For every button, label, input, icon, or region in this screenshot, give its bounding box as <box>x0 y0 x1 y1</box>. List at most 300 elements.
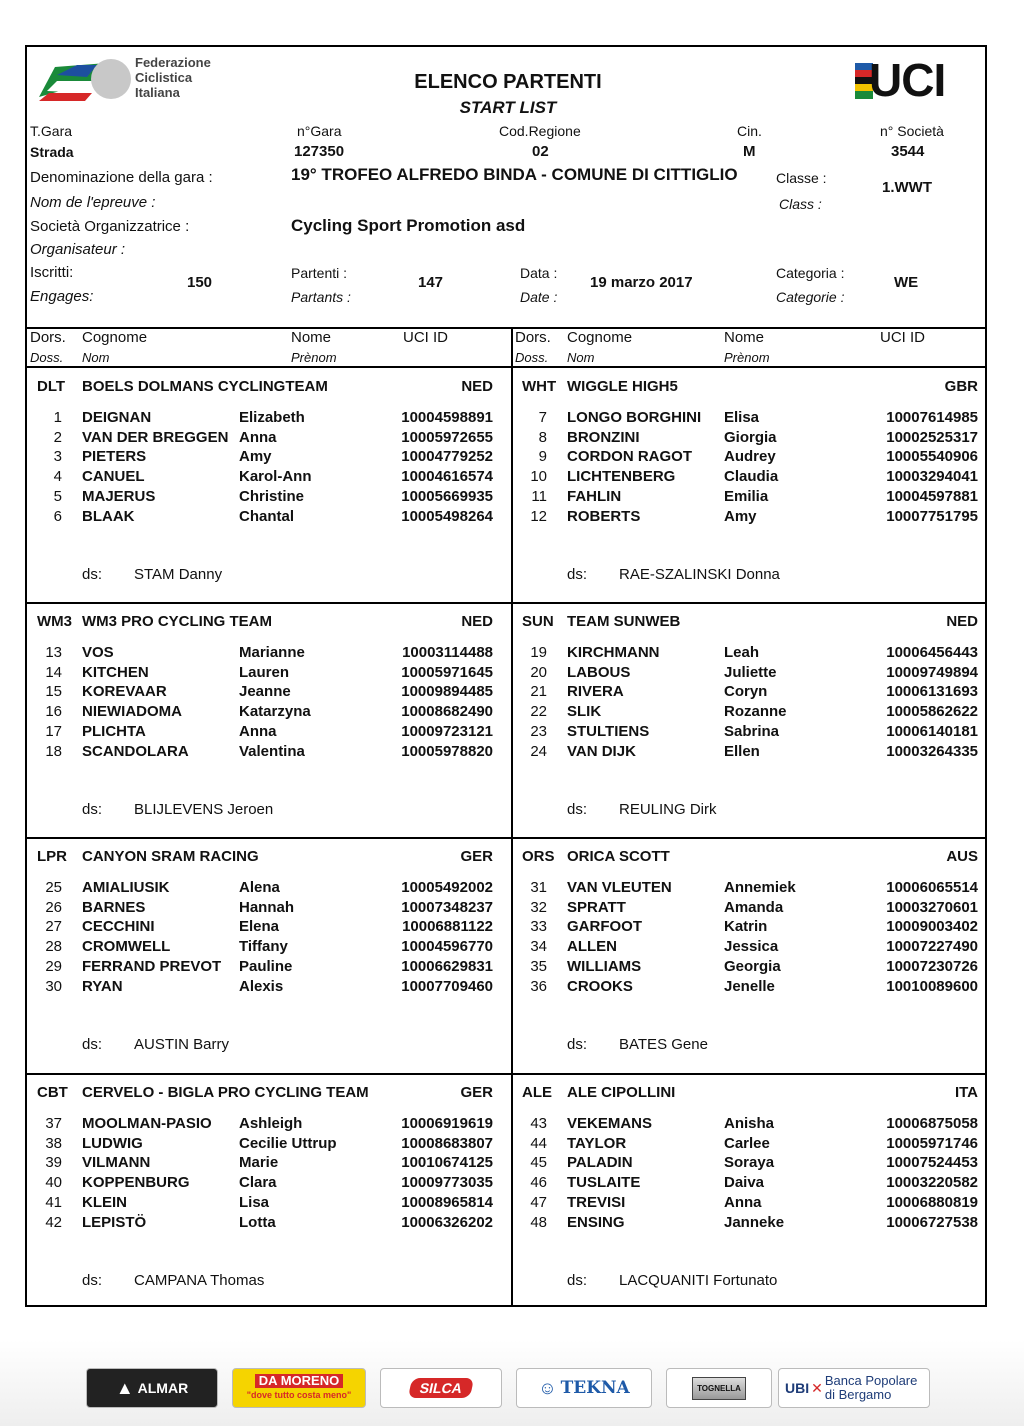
rider-number: 24 <box>530 742 547 760</box>
rider-surname: LUDWIG <box>82 1134 143 1152</box>
rider-surname: SLIK <box>567 703 602 721</box>
rider-row <box>27 429 507 449</box>
rider-first-name: Daiva <box>724 1174 765 1192</box>
divider <box>27 366 985 368</box>
rider-row <box>512 429 992 449</box>
rider-first-name: Jeanne <box>239 683 291 701</box>
almar-triangle-icon: ▲ <box>115 1377 134 1398</box>
rider-uci-id: 10007614985 <box>886 409 978 426</box>
rider-surname: BRONZINI <box>567 428 640 446</box>
ds-label: ds: <box>82 801 103 818</box>
ubi-cross-icon: ✕ <box>811 1379 823 1396</box>
rider-uci-id: 10006881122 <box>402 918 493 936</box>
rider-first-name: Alexis <box>239 977 284 995</box>
rider-number: 43 <box>530 1115 547 1132</box>
team-code: CBT <box>37 1084 68 1101</box>
rider-first-name: Sabrina <box>724 722 780 740</box>
rider-first-name: Anna <box>239 428 277 446</box>
rider-surname: KLEIN <box>82 1193 127 1211</box>
team-nation: ITA <box>954 1084 978 1101</box>
org-label: Società Organizzatrice : <box>30 218 190 235</box>
rider-number: 3 <box>53 448 62 466</box>
rider-uci-id: 10007227490 <box>886 938 978 956</box>
rider-number: 38 <box>45 1134 62 1152</box>
rider-uci-id: 10005972655 <box>401 428 493 446</box>
fci-name-line-1: Federazione <box>135 55 211 70</box>
rider-uci-id: 10003294041 <box>886 468 978 486</box>
rider-surname: AMIALIUSIK <box>82 879 170 896</box>
sponsor-tognella[interactable] <box>666 1368 772 1408</box>
rider-number: 44 <box>530 1134 547 1152</box>
sponsor-ubi[interactable] <box>778 1368 930 1408</box>
col-nome: Nome <box>724 329 765 346</box>
team-director: CAMPANA Thomas <box>134 1272 265 1289</box>
rider-uci-id: 10003220582 <box>886 1174 978 1192</box>
damoreno-tagline: "dove tutto costa meno" <box>246 1390 352 1400</box>
rider-first-name: Lotta <box>239 1213 276 1231</box>
team-code: SUN <box>522 613 554 630</box>
rider-surname: RYAN <box>82 977 123 995</box>
rider-surname: WILLIAMS <box>567 957 642 975</box>
rider-surname: TAYLOR <box>567 1134 627 1152</box>
rider-number: 15 <box>45 683 62 701</box>
ngara-value: 127350 <box>294 143 345 160</box>
rider-uci-id: 10007230726 <box>886 957 978 975</box>
team-code: DLT <box>37 378 66 395</box>
team-code: ALE <box>522 1084 552 1101</box>
rider-number: 20 <box>530 663 547 681</box>
iscritti-label: Iscritti: <box>30 264 74 281</box>
col-nome: Nome <box>291 329 332 346</box>
rider-surname: ALLEN <box>567 938 617 956</box>
rider-uci-id: 10010089600 <box>886 977 978 995</box>
rider-uci-id: 10009003402 <box>886 918 978 936</box>
rider-uci-id: 10004598891 <box>401 409 493 426</box>
rider-first-name: Anna <box>239 722 277 740</box>
team-director: REULING Dirk <box>619 801 717 818</box>
rider-first-name: Coryn <box>724 683 768 701</box>
rider-uci-id: 10005669935 <box>401 487 493 505</box>
rider-first-name: Jenelle <box>724 977 775 995</box>
rider-uci-id: 10006326202 <box>401 1213 493 1231</box>
rider-uci-id: 10009749894 <box>886 663 978 681</box>
ds-label: ds: <box>567 1272 588 1289</box>
rider-surname: LICHTENBERG <box>567 468 676 486</box>
rider-number: 19 <box>530 644 547 661</box>
rider-uci-id: 10006875058 <box>886 1115 978 1132</box>
rider-surname: STULTIENS <box>567 722 650 740</box>
rider-number: 17 <box>45 722 62 740</box>
uci-logo <box>855 54 975 106</box>
sponsor-damoreno[interactable] <box>232 1368 366 1408</box>
rider-row <box>512 743 992 763</box>
rider-number: 12 <box>530 507 547 525</box>
divider <box>27 602 985 604</box>
rider-row <box>512 488 992 508</box>
page-title: ELENCO PARTENTI <box>414 71 602 93</box>
rider-row <box>27 1135 507 1155</box>
rider-surname: VAN DIJK <box>567 742 636 760</box>
team-nation: NED <box>461 613 493 630</box>
rider-uci-id: 10003114488 <box>402 644 493 661</box>
team-name: WM3 PRO CYCLING TEAM <box>82 613 272 630</box>
rider-surname: LABOUS <box>567 663 631 681</box>
rider-row <box>27 743 507 763</box>
rider-row <box>27 723 507 743</box>
rider-first-name: Leah <box>724 644 760 661</box>
rider-number: 5 <box>53 487 62 505</box>
classe-label: Classe : <box>776 170 827 186</box>
rider-number: 23 <box>530 722 547 740</box>
org-label-fr: Organisateur : <box>30 241 126 258</box>
rider-first-name: Giorgia <box>724 428 777 446</box>
rider-surname: MOOLMAN-PASIO <box>82 1115 212 1132</box>
col-cognome: Cognome <box>567 329 633 346</box>
rider-surname: PLICHTA <box>82 722 146 740</box>
rider-first-name: Elena <box>239 918 280 936</box>
cin-label: Cin. <box>737 123 762 139</box>
tgara-value: Strada <box>30 144 74 160</box>
rider-surname: LEPISTÖ <box>82 1213 147 1231</box>
team-name: ALE CIPOLLINI <box>567 1084 676 1101</box>
race-name: 19° TROFEO ALFREDO BINDA - COMUNE DI CITTIGLIO <box>291 165 738 184</box>
rider-first-name: Marianne <box>239 644 305 661</box>
rider-uci-id: 10006880819 <box>886 1193 978 1211</box>
rider-number: 1 <box>53 409 62 426</box>
rider-number: 2 <box>53 428 62 446</box>
ds-label: ds: <box>567 801 588 818</box>
rider-uci-id: 10007524453 <box>886 1154 978 1172</box>
rider-number: 18 <box>45 742 62 760</box>
rider-number: 41 <box>45 1193 62 1211</box>
team-director: AUSTIN Barry <box>134 1036 230 1053</box>
rider-row <box>512 1154 992 1174</box>
rider-number: 4 <box>53 468 62 486</box>
nsoc-value: 3544 <box>891 143 925 160</box>
rider-first-name: Elizabeth <box>239 409 305 426</box>
data-label: Data : <box>520 265 558 281</box>
rider-first-name: Claudia <box>724 468 779 486</box>
team-name: TEAM SUNWEB <box>567 613 681 630</box>
team-name: CERVELO - BIGLA PRO CYCLING TEAM <box>82 1084 369 1101</box>
tognella-label: TOGNELLA <box>692 1377 746 1400</box>
rider-number: 40 <box>45 1174 62 1192</box>
page-subtitle: START LIST <box>459 98 557 117</box>
rider-row <box>27 448 507 468</box>
rider-number: 13 <box>45 644 62 661</box>
rider-uci-id: 10003264335 <box>886 742 978 760</box>
rider-surname: CECCHINI <box>82 918 155 936</box>
nsoc-label: n° Società <box>880 123 944 139</box>
rider-surname: FAHLIN <box>567 487 622 505</box>
rider-number: 31 <box>530 879 547 896</box>
col-dors: Dors. <box>515 329 551 346</box>
fci-name-line-2: Ciclistica <box>135 70 193 85</box>
classe-label-fr: Class : <box>779 196 822 212</box>
rider-first-name: Anisha <box>724 1115 775 1132</box>
rider-uci-id: 10005492002 <box>401 879 493 896</box>
categoria-value: WE <box>894 274 919 291</box>
rider-first-name: Karol-Ann <box>239 468 312 486</box>
rider-uci-id: 10002525317 <box>886 428 978 446</box>
rider-uci-id: 10005971645 <box>401 663 493 681</box>
rider-surname: VAN VLEUTEN <box>567 879 672 896</box>
rider-number: 21 <box>530 683 547 701</box>
rider-surname: VILMANN <box>82 1154 151 1172</box>
col-dors-fr: Doss. <box>515 350 549 365</box>
rider-uci-id: 10004596770 <box>401 938 493 956</box>
codreg-label: Cod.Regione <box>499 123 581 139</box>
rider-surname: SPRATT <box>567 898 626 916</box>
rider-row <box>27 409 507 429</box>
rider-first-name: Tiffany <box>239 938 288 956</box>
rider-first-name: Lauren <box>239 663 290 681</box>
rider-row <box>512 703 992 723</box>
partenti-label-fr: Partants : <box>291 289 351 305</box>
rider-first-name: Pauline <box>239 957 293 975</box>
rider-surname: BLAAK <box>82 507 135 525</box>
categoria-label-fr: Categorie : <box>776 289 845 305</box>
team-director: RAE-SZALINSKI Donna <box>619 566 780 583</box>
team-code: LPR <box>37 848 67 865</box>
rider-first-name: Alena <box>239 879 280 896</box>
rider-row <box>27 1115 507 1135</box>
rider-uci-id: 10005978820 <box>401 742 493 760</box>
rider-row <box>27 958 507 978</box>
rider-uci-id: 10005498264 <box>401 507 493 525</box>
rider-surname: ENSING <box>567 1213 625 1231</box>
divider <box>27 837 985 839</box>
rider-number: 29 <box>45 957 62 975</box>
col-dors: Dors. <box>30 329 66 346</box>
start-list-sheet <box>25 45 987 1307</box>
rider-uci-id: 10004597881 <box>886 487 978 505</box>
tekna-mascot-icon: ☺ <box>538 1377 557 1398</box>
categoria-label: Categoria : <box>776 265 845 281</box>
rider-surname: PIETERS <box>82 448 147 466</box>
rider-surname: TUSLAITE <box>567 1174 641 1192</box>
rider-uci-id: 10006919619 <box>401 1115 493 1132</box>
rider-uci-id: 10006065514 <box>886 879 978 896</box>
silca-label: SILCA <box>408 1378 474 1398</box>
rider-uci-id: 10006727538 <box>886 1213 978 1231</box>
rider-row <box>27 1154 507 1174</box>
ngara-label: n°Gara <box>297 123 342 139</box>
team-director: STAM Danny <box>134 566 223 583</box>
ds-label: ds: <box>82 1272 103 1289</box>
rider-row <box>512 683 992 703</box>
rider-first-name: Janneke <box>724 1213 785 1231</box>
ds-label: ds: <box>82 1036 103 1053</box>
rider-surname: PALADIN <box>567 1154 633 1172</box>
rider-first-name: Emilia <box>724 487 769 505</box>
team-code: ORS <box>522 848 555 865</box>
rider-row <box>512 644 992 664</box>
rider-uci-id: 10007709460 <box>401 977 493 995</box>
rider-uci-id: 10006140181 <box>886 722 978 740</box>
rider-uci-id: 10009723121 <box>401 722 493 740</box>
rider-uci-id: 10006131693 <box>886 683 978 701</box>
cin-value: M <box>743 143 756 160</box>
iscritti-value: 150 <box>187 274 213 291</box>
rider-row <box>27 703 507 723</box>
rider-surname: ROBERTS <box>567 507 641 525</box>
organiser-name: Cycling Sport Promotion asd <box>291 216 526 235</box>
rider-first-name: Amy <box>239 448 272 466</box>
rider-first-name: Katarzyna <box>239 703 311 721</box>
rider-row <box>512 918 992 938</box>
rider-number: 26 <box>45 898 62 916</box>
rider-row <box>27 879 507 899</box>
rider-number: 8 <box>538 428 547 446</box>
rider-uci-id: 10007348237 <box>401 898 493 916</box>
rider-uci-id: 10003270601 <box>886 898 978 916</box>
rider-first-name: Marie <box>239 1154 279 1172</box>
codreg-value: 02 <box>532 143 549 160</box>
race-date: 19 marzo 2017 <box>590 274 693 291</box>
rider-uci-id: 10010674125 <box>401 1154 493 1172</box>
data-label-fr: Date : <box>520 289 558 305</box>
rider-number: 47 <box>530 1193 547 1211</box>
col-uci-id: UCI ID <box>403 329 448 346</box>
rider-uci-id: 10009773035 <box>401 1174 493 1192</box>
rider-number: 7 <box>538 409 547 426</box>
rider-row <box>512 508 992 528</box>
rider-number: 46 <box>530 1174 547 1192</box>
rider-surname: CORDON RAGOT <box>567 448 692 466</box>
rider-number: 14 <box>45 663 62 681</box>
rider-uci-id: 10008965814 <box>401 1193 493 1211</box>
rider-row <box>512 938 992 958</box>
rider-row <box>27 899 507 919</box>
col-cognome-fr: Nom <box>567 350 595 365</box>
rider-number: 35 <box>530 957 547 975</box>
team-name: ORICA SCOTT <box>567 848 670 865</box>
rider-row <box>512 664 992 684</box>
rider-uci-id: 10007751795 <box>886 507 978 525</box>
rider-surname: SCANDOLARA <box>82 742 189 760</box>
rider-first-name: Amanda <box>724 898 784 916</box>
rider-uci-id: 10005862622 <box>886 703 978 721</box>
rider-row <box>512 899 992 919</box>
rider-row <box>512 978 992 998</box>
rider-first-name: Anna <box>724 1193 762 1211</box>
denom-label: Denominazione della gara : <box>30 169 213 186</box>
col-nome-fr: Prènom <box>291 350 337 365</box>
rider-surname: NIEWIADOMA <box>82 703 182 721</box>
rider-surname: VEKEMANS <box>567 1115 653 1132</box>
rider-number: 39 <box>45 1154 62 1172</box>
rider-first-name: Jessica <box>724 938 779 956</box>
partenti-label: Partenti : <box>291 265 348 281</box>
rider-row <box>27 1174 507 1194</box>
divider <box>27 327 985 329</box>
rider-number: 33 <box>530 918 547 936</box>
rider-number: 34 <box>530 938 547 956</box>
col-nome-fr: Prènom <box>724 350 770 365</box>
rider-surname: LONGO BORGHINI <box>567 409 702 426</box>
team-name: CANYON SRAM RACING <box>82 848 259 865</box>
rider-first-name: Cecilie Uttrup <box>239 1134 337 1152</box>
rider-row <box>512 1174 992 1194</box>
rider-row <box>512 723 992 743</box>
col-uci-id: UCI ID <box>880 329 925 346</box>
team-code: WM3 <box>37 613 72 630</box>
rider-surname: CROOKS <box>567 977 633 995</box>
rider-row <box>27 488 507 508</box>
rider-row <box>512 448 992 468</box>
rider-row <box>27 508 507 528</box>
team-director: BLIJLEVENS Jeroen <box>134 801 274 818</box>
rider-uci-id: 10008682490 <box>401 703 493 721</box>
ubi-city-label: di Bergamo <box>824 1387 892 1402</box>
team-name: BOELS DOLMANS CYCLINGTEAM <box>82 378 328 395</box>
rider-row <box>27 938 507 958</box>
rider-row <box>27 468 507 488</box>
rider-number: 30 <box>45 977 62 995</box>
team-director: LACQUANITI Fortunato <box>619 1272 778 1289</box>
rider-uci-id: 10006456443 <box>886 644 978 661</box>
rider-number: 37 <box>45 1115 62 1132</box>
divider <box>27 1073 985 1075</box>
col-cognome: Cognome <box>82 329 148 346</box>
rider-first-name: Carlee <box>724 1134 770 1152</box>
rider-number: 28 <box>45 938 62 956</box>
rider-first-name: Amy <box>724 507 757 525</box>
sponsor-tekna[interactable] <box>516 1368 652 1408</box>
rider-first-name: Valentina <box>239 742 305 760</box>
sponsor-silca[interactable] <box>380 1368 502 1408</box>
rider-surname: BARNES <box>82 898 146 916</box>
rider-first-name: Rozanne <box>724 703 787 721</box>
rider-uci-id: 10006629831 <box>401 957 493 975</box>
rider-first-name: Lisa <box>239 1193 270 1211</box>
sponsor-almar[interactable] <box>86 1368 218 1408</box>
rider-first-name: Hannah <box>239 898 295 916</box>
rider-row <box>27 644 507 664</box>
rider-surname: CROMWELL <box>82 938 171 956</box>
rider-uci-id: 10009894485 <box>401 683 493 701</box>
rider-first-name: Clara <box>239 1174 277 1192</box>
rider-surname: KOPPENBURG <box>82 1174 190 1192</box>
sponsor-bar <box>0 1340 1024 1426</box>
team-nation: NED <box>461 378 493 395</box>
rider-row <box>27 918 507 938</box>
rider-number: 27 <box>45 918 62 936</box>
rider-first-name: Soraya <box>724 1154 775 1172</box>
rider-surname: VOS <box>82 644 114 661</box>
rider-row <box>512 409 992 429</box>
team-nation: GER <box>460 848 493 865</box>
rider-row <box>512 468 992 488</box>
rider-first-name: Georgia <box>724 957 781 975</box>
rider-uci-id: 10004616574 <box>401 468 493 486</box>
rider-surname: FERRAND PREVOT <box>82 957 222 975</box>
rider-number: 22 <box>530 703 547 721</box>
rider-number: 16 <box>45 703 62 721</box>
ds-label: ds: <box>82 566 103 583</box>
team-name: WIGGLE HIGH5 <box>567 378 678 395</box>
rider-surname: TREVISI <box>567 1193 626 1211</box>
partenti-value: 147 <box>418 274 444 291</box>
rider-number: 11 <box>531 487 547 505</box>
rider-number: 9 <box>538 448 547 466</box>
rider-row <box>27 664 507 684</box>
rider-row <box>27 978 507 998</box>
rider-number: 6 <box>53 507 62 525</box>
rider-surname: RIVERA <box>567 683 624 701</box>
col-dors-fr: Doss. <box>30 350 64 365</box>
